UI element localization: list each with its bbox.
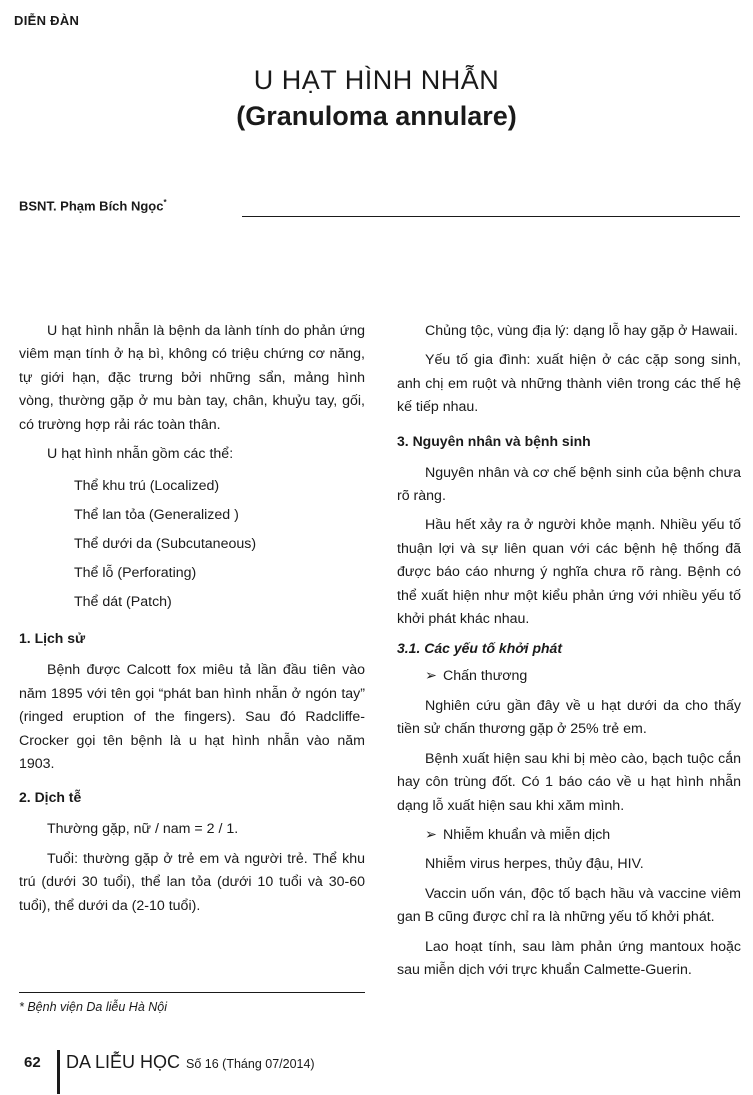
paragraph: Nguyên nhân và cơ chế bệnh sinh của bệnh chưa rõ ràng. — [397, 464, 741, 505]
bullet-label: Nhiễm khuẩn và miễn dịch — [443, 826, 611, 843]
author — [19, 198, 167, 213]
paragraph: U hạt hình nhẫn gồm các thể: — [47, 446, 234, 463]
right-column — [397, 320, 741, 988]
paragraph: Nhiễm virus herpes, thủy đậu, HIV. — [425, 856, 644, 873]
footnote: * Bệnh viện Da liễu Hà Nội — [19, 1000, 167, 1014]
paragraph: Yếu tố gia đình: xuất hiện ở các cặp song sinh, anh chị em ruột và những thành viên trong các thế hệ kế tiếp nhau. — [397, 352, 741, 416]
article-title — [0, 62, 753, 134]
list-item: Thể dưới da (Subcutaneous) — [74, 536, 257, 553]
page-number: 62 — [24, 1054, 41, 1071]
types-list — [19, 472, 365, 617]
paragraph: Chủng tộc, vùng địa lý: dạng lỗ hay gặp ở Hawaii. — [425, 323, 738, 339]
section-tag: DIỄN ĐÀN — [14, 13, 80, 28]
paragraph: Bệnh xuất hiện sau khi bị mèo cào, bạch tuộc cắn hay côn trùng đốt. Có 1 báo cáo về u hạt hình nhẫn dạng lỗ xuất hiện sau khi xăm mình. — [397, 750, 741, 814]
issue-info: Số 16 (Tháng 07/2014) — [186, 1057, 315, 1071]
heading-history: 1. Lịch sử — [19, 630, 86, 647]
left-column — [19, 320, 365, 924]
arrow-icon: ➢ — [425, 668, 437, 685]
list-item: Thể dát (Patch) — [74, 594, 172, 611]
author-name: BSNT. Phạm Bích Ngọc — [19, 198, 164, 214]
bullet-trauma — [397, 665, 741, 688]
paragraph: Tuổi: thường gặp ở trẻ em và người trẻ. Thể khu trú (dưới 30 tuổi), thể lan tỏa (dưới 10 tuổi và 30-60 tuổi), thể dưới da (2-10 tuổi). — [19, 850, 365, 914]
paragraph: Hầu hết xảy ra ở người khỏe mạnh. Nhiều yếu tố thuận lợi và sự liên quan với các bệnh hệ thống đã được báo cáo nhưng ý nghĩa chưa rõ ràng. Bệnh có thể xuất hiện như một kiểu phản ứng với nhiều yếu tố khởi phát khác nhau. — [397, 517, 741, 628]
heading-causes: 3. Nguyên nhân và bệnh sinh — [397, 432, 591, 449]
journal-name — [66, 1052, 315, 1073]
bullet-label: Chấn thương — [443, 668, 528, 685]
title-sub: (Granuloma annulare) — [236, 101, 517, 131]
list-item: Thể lan tỏa (Generalized ) — [74, 507, 239, 524]
paragraph: U hạt hình nhẫn là bệnh da lành tính do phản ứng viêm mạn tính ở hạ bì, không có triệu chứng cơ năng, tự giới hạn, đặc trưng bởi những sẩn, mảng hình vòng, thường gặp ở mu bàn tay, chân, khuỷu tay, gối, có trường hợp rải rác toàn thân. — [19, 323, 365, 433]
heading-epidemiology: 2. Dịch tễ — [19, 789, 82, 806]
author-rule — [242, 216, 740, 217]
bullet-infection — [397, 824, 741, 847]
list-item: Thể khu trú (Localized) — [74, 478, 220, 495]
journal-title: DA LIỄU HỌC — [66, 1052, 181, 1072]
paragraph: Bệnh được Calcott fox miêu tả lần đầu tiên vào năm 1895 với tên gọi “phát ban hình nhẫn ở ngón tay” (ringed eruption of the fingers). Sau đó Radcliffe-Crocker gọi tên bệnh là u hạt hình nhẫn vào năm 1903. — [19, 662, 365, 773]
paragraph: Thường gặp, nữ / nam = 2 / 1. — [47, 821, 239, 838]
arrow-icon: ➢ — [425, 826, 437, 843]
paragraph: Nghiên cứu gần đây về u hạt dưới da cho thấy tiền sử chấn thương gặp ở 25% trẻ em. — [397, 697, 741, 738]
title-main: U HẠT HÌNH NHẪN — [253, 65, 500, 95]
paragraph: Vaccin uốn ván, độc tố bạch hầu và vaccine viêm gan B cũng được chỉ ra là những yếu tố khởi phát. — [397, 885, 741, 926]
footer-divider — [57, 1050, 60, 1094]
footnote-rule — [19, 992, 365, 993]
author-mark: * — [163, 198, 167, 207]
subheading-triggers: 3.1. Các yếu tố khởi phát — [397, 640, 562, 657]
list-item: Thể lỗ (Perforating) — [74, 565, 197, 582]
paragraph: Lao hoạt tính, sau làm phản ứng mantoux hoặc sau miễn dịch với trực khuẩn Calmette-Guerin. — [397, 938, 741, 978]
